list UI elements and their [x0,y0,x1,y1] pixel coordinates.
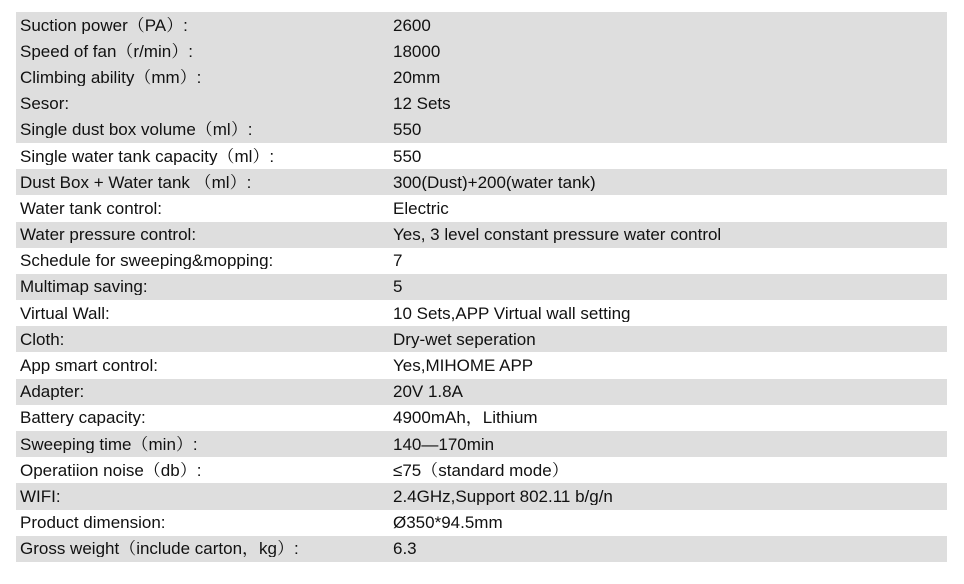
spec-row-noise [16,457,947,483]
spec-row-water-pressure-control [16,222,947,248]
spec-value: Electric [393,199,449,217]
spec-row-sweeping-time [16,431,947,457]
spec-label: Operatiion noise（db）: [20,461,202,479]
spec-row-wifi [16,483,947,509]
spec-table [16,12,947,562]
spec-row-dust-water-combo [16,169,947,195]
spec-row-water-tank-control [16,195,947,221]
spec-value: 4900mAh，Lithium [393,409,538,427]
spec-label: Adapter: [20,383,85,401]
spec-row-gross-weight [16,536,947,562]
spec-row-water-tank-capacity [16,143,947,169]
spec-row-cloth [16,326,947,352]
spec-value: Yes, 3 level constant pressure water control [393,226,722,244]
spec-value: 5 [393,278,403,296]
spec-label: Dust Box + Water tank （ml）: [20,173,252,191]
spec-label: Speed of fan（r/min）: [20,42,193,60]
spec-row-battery [16,405,947,431]
spec-row-climbing-ability [16,64,947,90]
spec-value: 140—170min [393,435,495,453]
spec-label: Multimap saving: [20,278,148,296]
spec-value: ≤75（standard mode） [393,461,569,479]
spec-value: 550 [393,147,422,165]
spec-value: 20V 1.8A [393,383,463,401]
spec-label: Single water tank capacity（ml）: [20,147,275,165]
spec-row-adapter [16,379,947,405]
spec-value: 20mm [393,68,441,86]
spec-value: 300(Dust)+200(water tank) [393,173,596,191]
spec-value: 7 [393,252,403,270]
spec-row-dimension [16,510,947,536]
spec-row-app-control [16,352,947,378]
spec-value: Ø350*94.5mm [393,514,503,532]
spec-row-schedule [16,248,947,274]
spec-label: Product dimension: [20,514,166,532]
spec-row-suction-power [16,12,947,38]
spec-label: Schedule for sweeping&mopping: [20,252,274,270]
spec-label: App smart control: [20,357,158,375]
spec-label: Single dust box volume（ml）: [20,121,253,139]
spec-value: Dry-wet seperation [393,330,536,348]
spec-value: 18000 [393,42,441,60]
spec-label: WIFI: [20,487,61,505]
spec-value: Yes,MIHOME APP [393,357,534,375]
spec-label: Sweeping time（min）: [20,435,198,453]
spec-label: Gross weight（include carton，kg）: [20,540,299,558]
spec-row-sensor [16,91,947,117]
spec-label: Battery capacity: [20,409,146,427]
spec-label: Virtual Wall: [20,304,110,322]
spec-row-fan-speed [16,38,947,64]
spec-label: Water pressure control: [20,226,197,244]
spec-label: Sesor: [20,95,70,113]
spec-label: Climbing ability（mm）: [20,68,202,86]
spec-row-multimap [16,274,947,300]
spec-row-virtual-wall [16,300,947,326]
spec-value: 2600 [393,16,431,34]
spec-value: 2.4GHz,Support 802.11 b/g/n [393,487,613,505]
spec-value: 10 Sets,APP Virtual wall setting [393,304,631,322]
spec-row-dust-box-volume [16,117,947,143]
spec-label: Water tank control: [20,199,163,217]
spec-value: 6.3 [393,540,417,558]
spec-value: 550 [393,121,422,139]
spec-value: 12 Sets [393,95,451,113]
spec-label: Suction power（PA）: [20,16,188,34]
spec-label: Cloth: [20,330,65,348]
